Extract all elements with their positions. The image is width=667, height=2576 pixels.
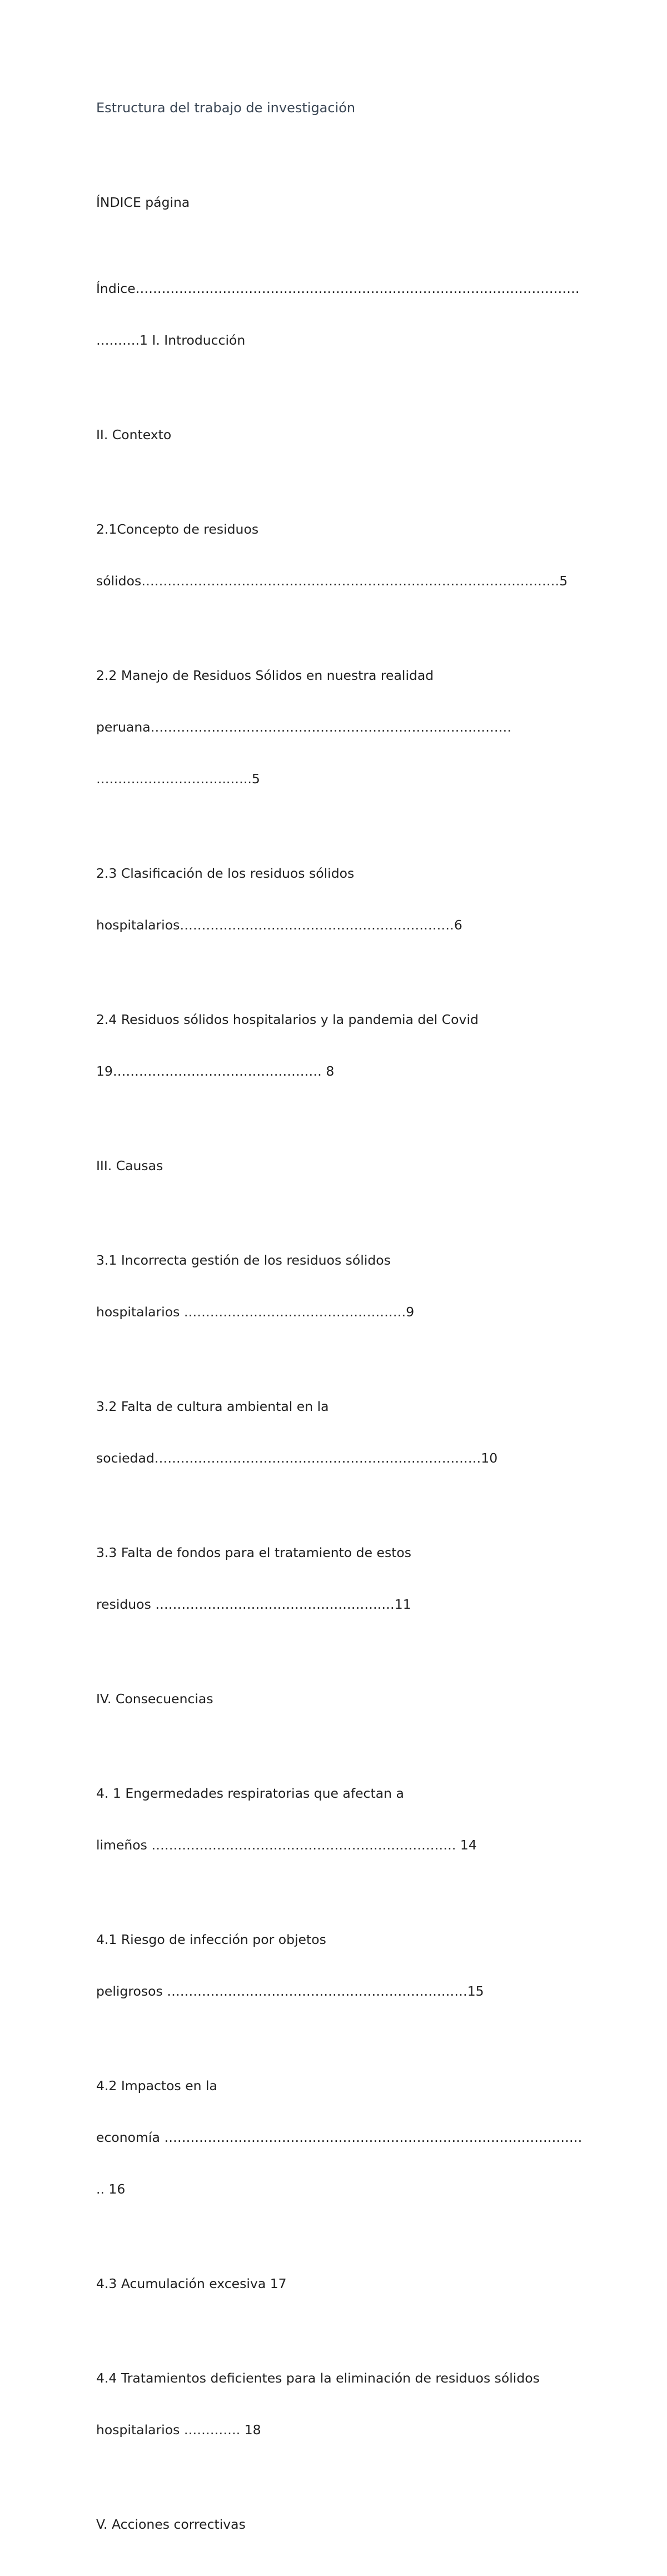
toc-line: ……….1 I. Introducción [96,332,246,348]
toc-line: 2.1Concepto de residuos [96,521,259,537]
toc-entry [96,246,585,384]
toc-entry [96,977,585,1115]
toc-line: 4.2 Impactos en la [96,2077,217,2093]
toc-entry [96,1123,585,1209]
toc-entry [96,2241,585,2327]
toc-entry [96,1751,585,1888]
toc-line: sociedad…………………………………………………………………10 [96,1450,498,1466]
toc-line: 4.1 Riesgo de infección por objetos [96,1931,326,1947]
toc-line: sólidos……………………………………………………………………………………5 [96,573,568,589]
toc-entry [96,160,585,246]
toc-entry [96,2481,585,2568]
table-of-contents [96,160,585,2568]
toc-line: II. Contexto [96,426,172,442]
toc-line: V. Acciones correctivas [96,2516,246,2532]
toc-line: ÍNDICE página [96,194,190,210]
toc-line: 2.2 Manejo de Residuos Sólidos en nuestra realidad [96,667,434,683]
toc-entry [96,831,585,968]
toc-entry [96,1510,585,1648]
toc-entry [96,486,585,624]
document-title: Estructura del trabajo de investigación [96,100,356,116]
toc-line: 3.1 Incorrecta gestión de los residuos sólidos [96,1252,391,1268]
toc-line: IV. Consecuencias [96,1690,213,1707]
toc-line: Índice………………………………………………………………………………………… [96,280,580,296]
toc-line: hospitalarios …………. 18 [96,2421,261,2438]
toc-line: limeños ……………………………………………………………. 14 [96,1837,477,1853]
toc-line: hospitalarios ……………………………………………9 [96,1304,415,1320]
toc-line: III. Causas [96,1157,163,1173]
toc-line: 4.4 Tratamientos deficientes para la eliminación de residuos sólidos [96,2370,540,2386]
toc-line: 4. 1 Engermedades respiratorias que afectan a [96,1785,404,1801]
toc-line: 19………………………………………… 8 [96,1063,335,1079]
toc-line: 4.3 Acumulación excesiva 17 [96,2275,287,2291]
toc-line: 3.2 Falta de cultura ambiental en la [96,1398,329,1414]
toc-entry [96,1897,585,2035]
toc-entry [96,2043,585,2232]
toc-line: hospitalarios………………………………………………………6 [96,917,462,933]
toc-line: residuos …………………………………………….…11 [96,1596,411,1612]
toc-entry [96,633,585,822]
toc-entry [96,392,585,478]
toc-entry [96,1656,585,1742]
document-page [96,100,585,2576]
toc-line: peligrosos ……………………………………………………………15 [96,1983,484,1999]
toc-line: 2.4 Residuos sólidos hospitalarios y la pandemia del Covid [96,1011,479,1027]
toc-line: ………..………………..…..5 [96,770,260,787]
toc-line: .. 16 [96,2181,126,2197]
toc-line: peruana………………………………………………………….…….……… [96,719,512,735]
toc-line: 3.3 Falta de fondos para el tratamiento de estos [96,1544,412,1560]
toc-entry [96,2335,585,2473]
toc-line: 2.3 Clasificación de los residuos sólidos [96,865,355,881]
toc-line: economía …………………………………………………………………………………… [96,2129,583,2145]
toc-entry [96,1217,585,1355]
toc-entry [96,1364,585,1501]
